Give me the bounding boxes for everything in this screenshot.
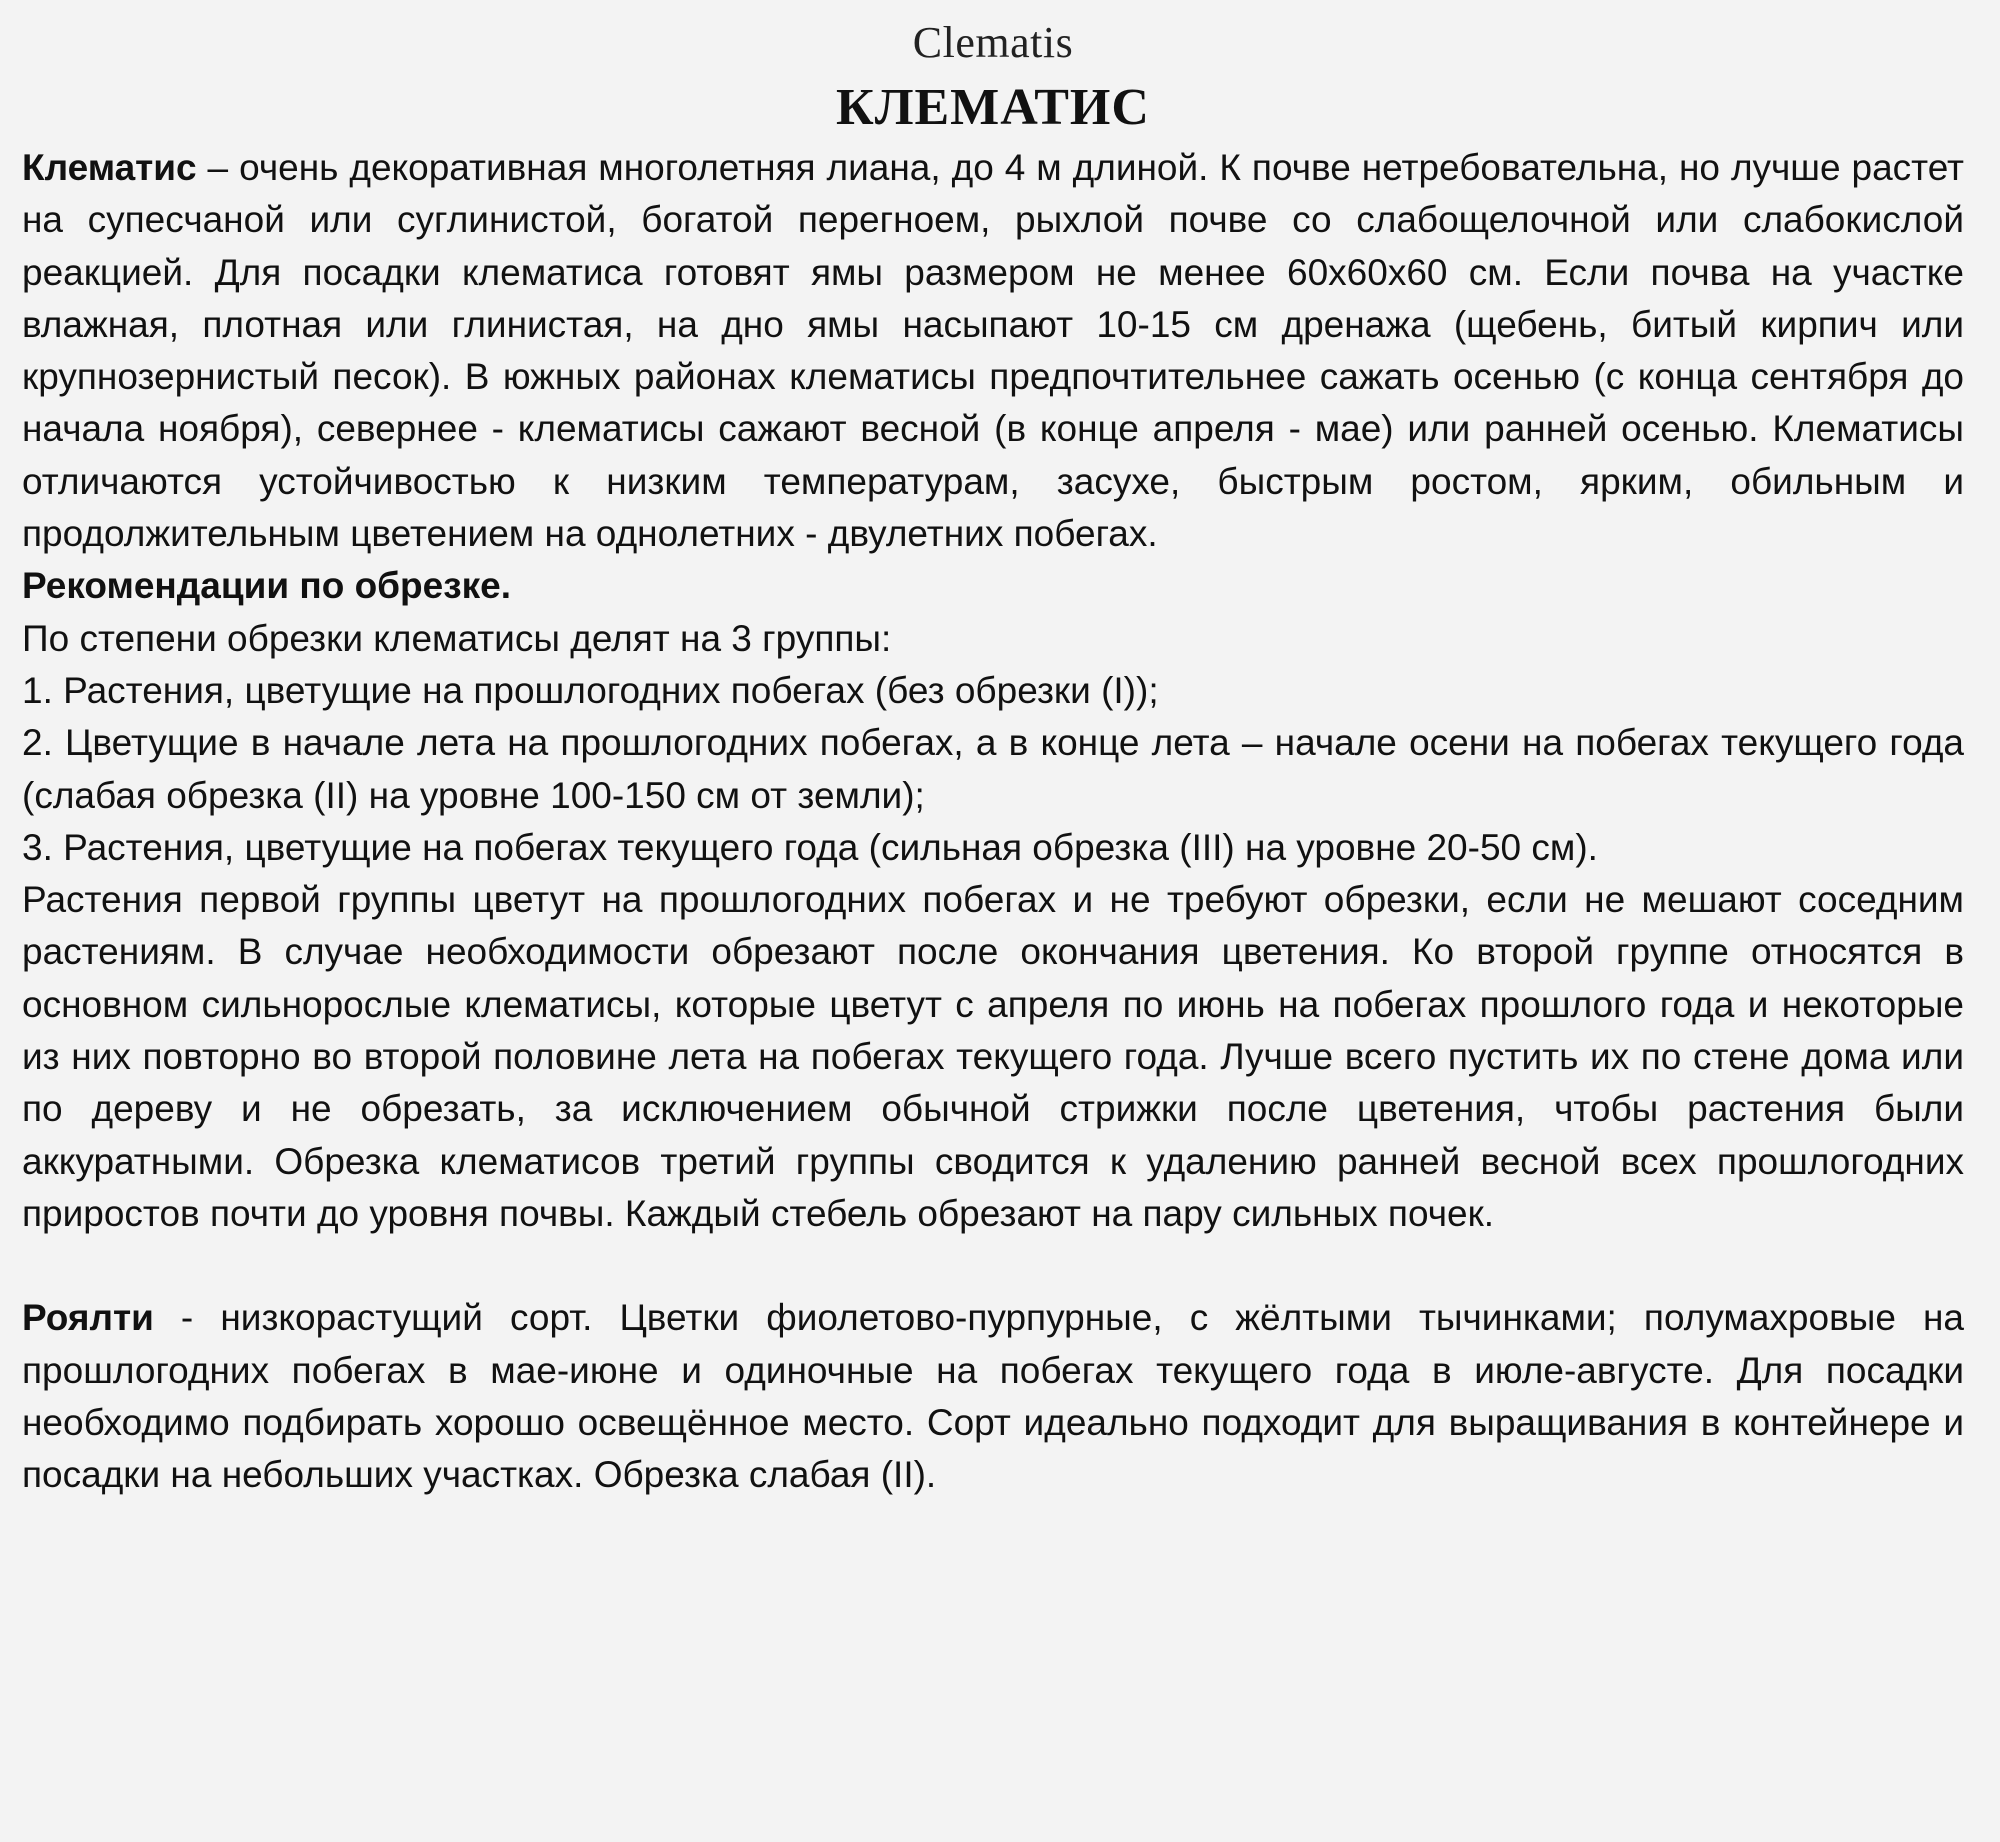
intro-paragraph	[22, 142, 1964, 560]
variety-text: - низкорастущий сорт. Цветки фиолетово-пурпурные, с жёлтыми тычинками; полумахровые на прошлогодних побегах в мае-июне и одиночные на побегах текущего года в июле-августе. Для посадки необходимо подбирать хорошо освещённое место. Сорт идеально подходит для выращивания в контейнере и посадки на небольших участках. Обрезка слабая (II).	[22, 1297, 1964, 1496]
intro-text: – очень декоративная многолетняя лиана, до 4 м длиной. К почве нетребовательна, но лучше растет на супесчаной или суглинистой, богатой перегноем, рыхлой почве со слабощелочной или слабокислой реакцией. Для посадки клематиса готовят ямы размером не менее 60х60х60 см. Если почва на участке влажная, плотная или глинистая, на дно ямы насыпают 10-15 см дренажа (щебень, битый кирпич или крупнозернистый песок). В южных районах клематисы предпочтительнее сажать осенью (с конца сентября до начала ноября), севернее - клематисы сажают весной (в конце апреля - мае) или ранней осенью. Клематисы отличаются устойчивостью к низким температурам, засухе, быстрым ростом, ярким, обильным и продолжительным цветением на однолетних - двулетних побегах.	[22, 147, 1964, 555]
pruning-item-3: 3. Растения, цветущие на побегах текущего года (сильная обрезка (III) на уровне 20-50 см).	[22, 826, 1598, 868]
variety-name: Роялти	[22, 1297, 154, 1339]
latin-name: Clematis	[912, 18, 1074, 67]
section-spacer	[22, 1240, 1964, 1292]
pruning-item-2: 2. Цветущие в начале лета на прошлогодних побегах, а в конце лета – начале осени на побегах текущего года (слабая обрезка (II) на уровне 100-150 см от земли);	[22, 722, 1964, 816]
page-title: КЛЕМАТИС	[836, 79, 1150, 136]
pruning-heading: Рекомендации по обрезке.	[22, 565, 511, 607]
pruning-item-1: 1. Растения, цветущие на прошлогодних побегах (без обрезки (I));	[22, 669, 1159, 711]
variety-paragraph	[22, 1292, 1964, 1501]
intro-term: Клематис	[22, 147, 197, 188]
pruning-groups-intro: По степени обрезки клематисы делят на 3 группы:	[22, 617, 892, 659]
description-body	[22, 142, 1964, 1501]
pruning-details: Растения первой группы цветут на прошлогодних побегах и не требуют обрезки, если не мешают соседним растениям. В случае необходимости обрезают после окончания цветения. Ко второй группе относятся в основном сильнорослые клематисы, которые цветут с апреля по июнь на побегах прошлого года и некоторые из них повторно во второй половине лета на побегах текущего года. Лучше всего пустить их по стене дома или по дереву и не обрезать, за исключением обычной стрижки после цветения, чтобы растения были аккуратными. Обрезка клематисов третий группы сводится к удалению ранней весной всех прошлогодних приростов почти до уровня почвы. Каждый стебель обрезают на пару сильных почек.	[22, 879, 1964, 1234]
